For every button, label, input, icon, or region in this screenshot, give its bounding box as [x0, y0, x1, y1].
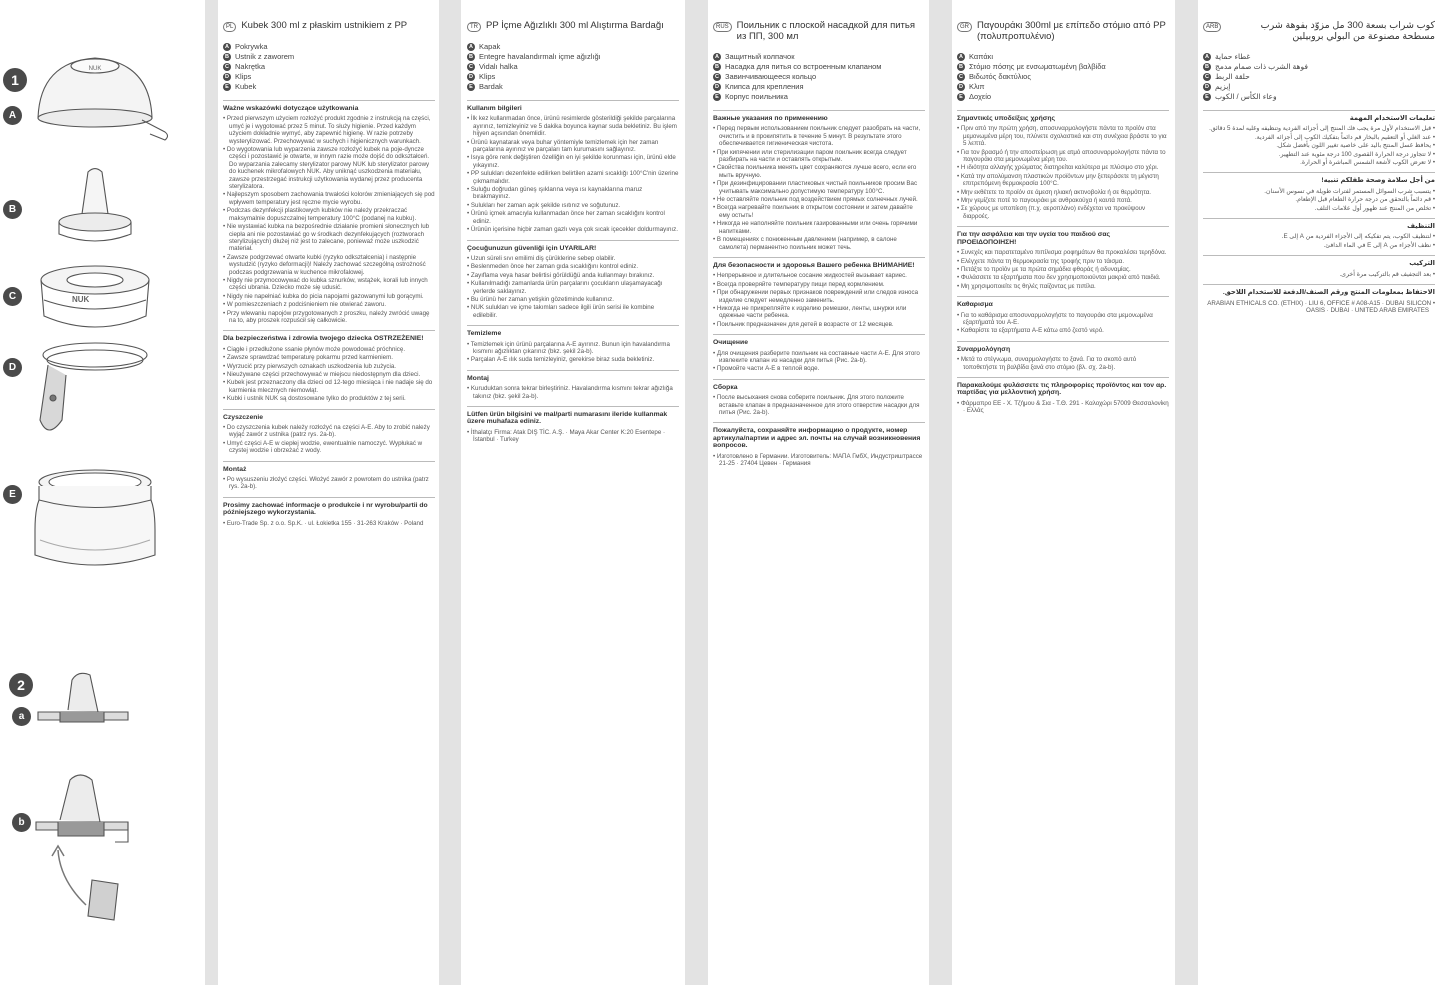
part-letter-badge: C	[467, 63, 475, 71]
column-greek	[957, 20, 1169, 970]
part-letter-badge: B	[713, 63, 721, 71]
section-bullet: • W pomieszczeniach z podciśnieniem nie otwierać zaworu.	[223, 301, 435, 308]
part-label: Kapak	[479, 42, 501, 51]
parts-list	[223, 42, 435, 92]
part-letter-badge: A	[713, 53, 721, 61]
part-item	[713, 62, 925, 72]
language-code: ARB	[1203, 22, 1221, 32]
section-divider	[223, 330, 435, 331]
section-bullet: • Do wygotowania lub wyparzenia zawsze rozłożyć kubek na poje-dyncze części i pozostawić je otwarte, w innym razie może dojść do odkształceń. Do wyparzania zalecamy sterylizator parowy NUK lub sterylizator parowy do kuchenek mikrofalowych NUK. Aby uniknąć uszkodzenia materiału, zawsze przestrzegać instrukcji użytkowania wydanej przez producenta sterylizatora.	[223, 146, 435, 190]
part-letter-badge: E	[957, 93, 965, 101]
part-letter-badge: A	[223, 43, 231, 51]
section-bullet: • Καθαρίστε τα εξαρτήματα A-E κάτω από ζεστό νερό.	[957, 327, 1169, 334]
part-letter-badge: B	[1203, 63, 1211, 71]
section-bullet: • При дезинфицировании пластиковых чистый поильников просим Вас учитывать максимально допустимую температуру 100°C.	[713, 180, 925, 195]
column-russian	[713, 20, 925, 970]
part-item	[223, 42, 435, 52]
part-item	[467, 52, 679, 62]
part-label: إبزيم	[1215, 82, 1231, 91]
section-bullet: • Никогда не прикрепляйте к изделию ремешки, ленты, шнурки или одежные части ребенка.	[713, 305, 925, 320]
parts-list	[713, 52, 925, 102]
divider-strip	[1175, 0, 1198, 985]
part-label: Vidalı halka	[479, 62, 518, 71]
section-bullet: • Uzun süreli sıvı emilimi diş çürüklerine sebep olabilir.	[467, 255, 679, 262]
part-label: Ustnik z zaworem	[235, 52, 295, 61]
section-bullet: • Zayıflama veya hasar belirtisi görüldüğü anda kullanmayı bırakınız.	[467, 272, 679, 279]
part-letter-badge: E	[223, 83, 231, 91]
part-item	[713, 72, 925, 82]
part-item	[1203, 72, 1435, 82]
section-bullet: • Do czyszczenia kubek należy rozłożyć na części A-E. Aby to zrobić należy wyjąć zawór z ustnika (patrz rys. 2a-b).	[223, 424, 435, 439]
section-bullet: • Isıya göre renk değiştiren özelliğin en iyi şekilde korunması için, ürünü elde yıkayınız.	[467, 154, 679, 169]
section-bullet: • قم دائماً بالتحقق من درجة حرارة الطعام قبل الإطعام.	[1203, 196, 1435, 203]
section-heading: Kullanım bilgileri	[467, 105, 522, 112]
section-divider	[467, 370, 679, 371]
section-bullet: • Μετά το στέγνωμα, συναρμολογήστε το ξανά. Για το σκοπό αυτό τοποθετήστε τη βαλβίδα ξανά στο στόμιο (βλ. σχ. 2a-b).	[957, 356, 1169, 371]
part-label: Корпус поильника	[725, 92, 788, 101]
section-bullet: • Промойте части A-E в теплой воде.	[713, 365, 925, 372]
part-label: Клипса для крепления	[725, 82, 804, 91]
section-divider	[957, 226, 1169, 227]
product-title: Kubek 300 ml z płaskim ustnikiem z PP	[241, 20, 408, 31]
section-bullet: • Σε χώρους με υποπίεση (π.χ. αεροπλάνο) ενδέχεται να προκύψουν διαρροές.	[957, 205, 1169, 220]
section-bullet: • Po wysuszeniu złożyć części. Włożyć zawór z powrotem do ustnika (patrz rys. 2a-b).	[223, 476, 435, 491]
section-bullet: • Nigdy nie przymocowywać do kubka sznurków, wstążek, korali lub innych części ubrania. Dziecko może się udusić.	[223, 277, 435, 292]
section-bullet: • Поильник предназначен для детей в возрасте от 12 месяцев.	[713, 321, 925, 328]
part-letter-badge: E	[1203, 93, 1211, 101]
part-letter-badge: C	[1203, 73, 1211, 81]
section-bullet: • لا تتجاوز درجة الحرارة القصوى 100 درجة مئوية عند التطهير.	[1203, 151, 1435, 158]
part-letter-badge: C	[713, 73, 721, 81]
section-bullet: • بعد التجفيف قم بالتركيب مرة أخرى.	[1203, 271, 1435, 278]
section-bullet: • Изготовлено в Германии. Изготовитель: МАПА ГмбХ, Индустриштрассе 21-25 · 27404 Цевен · Германия	[713, 453, 925, 468]
section-bullet: • Φυλάσσετε τα εξαρτήματα που δεν χρησιμοποιούνται μακριά από παιδιά.	[957, 274, 1169, 281]
part-item	[957, 62, 1169, 72]
section-heading: Çocuğunuzun güvenliği için UYARILAR!	[467, 244, 597, 252]
part-letter-badge: E	[467, 83, 475, 91]
section-heading: الاحتفاظ بمعلومات المنتج ورقم الصنف/الدفعة للاستخدام اللاحق.	[1222, 289, 1435, 297]
section-bullet: • Ürünü içmek amacıyla kullanmadan önce her zaman sıcaklığını kontrol ediniz.	[467, 210, 679, 225]
section-bullet: • Kuruduktan sonra tekrar birleştiriniz. Havalandırma kısmını tekrar ağızlığa takınız (bkz. şekil 2a-b).	[467, 385, 679, 400]
label-c-badge: C	[3, 287, 22, 306]
section-bullet: • Podczas dezynfekcji plastikowych kubków nie należy przekraczać maksymalnie dopuszczalnej temperatury 100°C (podanej na kubku).	[223, 207, 435, 222]
label-b-small-badge: b	[12, 813, 31, 832]
section-bullet: • Η ιδιότητα αλλαγής χρώματος διατηρείται καλύτερα με πλύσιμο στο χέρι.	[957, 164, 1169, 171]
label-a-badge: A	[3, 106, 22, 125]
column-header	[713, 20, 925, 42]
label-e-badge: E	[3, 485, 22, 504]
section-divider	[467, 325, 679, 326]
section-bullet: • PP sulukları dezenfekte edilirken belirtilen azami sıcaklığı 100°C'nin üzerine çıkmamalıdır.	[467, 170, 679, 185]
section-heading: Для безопасности и здоровья Вашего ребенка ВНИМАНИЕ!	[713, 261, 915, 269]
part-label: Nakrętka	[235, 62, 266, 71]
section-bullet: • Перед первым использованием поильник следует разобрать на части, очистить и в прокипятить в течение 5 минут. В результате этого обеспечивается гигиеническая чистота.	[713, 125, 925, 147]
part-label: غطاء حماية	[1215, 52, 1251, 61]
divider-strip	[439, 0, 461, 985]
label-a-small-badge: a	[12, 707, 31, 726]
part-letter-badge: E	[713, 93, 721, 101]
section-bullet: • Kullanılmadığı zamanlarda ürün parçalarını çocukların ulaşamayacağı yerlerde saklayınız.	[467, 280, 679, 295]
part-label: Защитный колпачок	[725, 52, 795, 61]
section-heading: من أجل سلامة وصحة طفلكم تنبيه!	[1321, 177, 1435, 185]
part-letter-badge: C	[957, 73, 965, 81]
section-divider	[467, 240, 679, 241]
section-bullet: • Przed pierwszym użyciem rozłożyć produkt zgodnie z instrukcją na części, umyć je i wygotować przez 5 minut. To służy higienie. Przed każdym użyciem dokładnie wymyć, aby zapewnić higienę. W razie potrzeby wysterylizować. Przechowywać w suchych i higienicznych warunkach.	[223, 115, 435, 145]
divider-strip	[929, 0, 952, 985]
part-item	[713, 82, 925, 92]
section-bullet: • Zawsze sprawdzać temperaturę pokarmu przed karmieniem.	[223, 354, 435, 361]
section-bullet: • Nie wystawiać kubka na bezpośrednie działanie promieni słonecznych lub ciepła ani nie pozostawiać go w środkach dezynfekujących (roztworach sterylizujących) dłużej niż jest to zalecane, ponieważ może uszkodzić materiał.	[223, 223, 435, 253]
section-bullet: • Ελέγχετε πάντα τη θερμοκρασία της τροφής πριν το τάισμα.	[957, 258, 1169, 265]
part-letter-badge: B	[223, 53, 231, 61]
section-bullet: • يحافظ غسل المنتج باليد على خاصية تغيير اللون بأفضل شكل.	[1203, 142, 1435, 149]
section-heading: التنظيف	[1407, 223, 1435, 231]
section-divider	[957, 377, 1169, 378]
section-heading: Важные указания по применению	[713, 115, 828, 122]
divider-strip	[685, 0, 708, 985]
section-divider	[957, 341, 1169, 342]
section-heading: Temizleme	[467, 330, 502, 338]
section-heading: التركيب	[1409, 260, 1435, 268]
section-divider	[1203, 172, 1435, 173]
part-item	[713, 92, 925, 102]
section-bullet: • Suluğu doğrudan güneş ışıklarına veya ısı kaynaklarına maruz bırakmayınız.	[467, 186, 679, 201]
label-b-badge: B	[3, 200, 22, 219]
section-bullet: • Πριν από την πρώτη χρήση, αποσυναρμολογήστε πάντα το προϊόν στα μεμονωμένα μέρη του, πλύνετε σχολαστικά και στη συνέχεια βράστε το για 5 λεπτά.	[957, 125, 1169, 147]
section-divider	[1203, 110, 1435, 111]
section-bullet: • Свойства поильника менять цвет сохраняются лучше всего, если его мыть вручную.	[713, 164, 925, 179]
screwring-brand-text: NUK	[72, 295, 90, 304]
part-label: Entegre havalandırmalı içme ağızlığı	[479, 52, 601, 61]
section-bullet: • Beslenmeden önce her zaman gıda sıcaklığını kontrol ediniz.	[467, 263, 679, 270]
part-letter-badge: B	[957, 63, 965, 71]
part-label: Στόμιο πόσης με ενσωματωμένη βαλβίδα	[969, 62, 1106, 71]
section-bullet: • لتنظيف الكوب، يتم تفكيكه إلى الأجزاء الفردية من A إلى E.	[1203, 233, 1435, 240]
section-bullet: • Parçaları A-E ılık suda temizleyiniz, gerekirse biraz suda bekletiniz.	[467, 356, 679, 363]
parts-list	[957, 52, 1169, 102]
language-code: PL	[223, 22, 236, 32]
section-divider	[713, 257, 925, 258]
section-bullet: • При кипячении или стерилизации паром поильник всегда следует разбирать на части и оставлять открытым.	[713, 149, 925, 164]
section-bullet: • Για το καθάρισμα αποσυναρμολογήστε το παγουράκι στα μεμονωμένα εξαρτήματά του A-E.	[957, 312, 1169, 327]
column-turkish	[467, 20, 679, 970]
section-divider	[467, 406, 679, 407]
section-bullet: • Najlepszym sposobem zachowania trwałości kolorów zmieniających się pod wpływem temperatury jest ręczne mycie wyrobu.	[223, 191, 435, 206]
product-title: كوب شراب بسعة 300 مل مزوّد بفوهة شرب مسطحة مصنوعة من البولي بروبيلين	[1260, 20, 1435, 42]
part-label: Klips	[235, 72, 252, 81]
part-letter-badge: A	[957, 53, 965, 61]
product-title: PP İçme Ağızlıklı 300 ml Alıştırma Bardağı	[486, 20, 664, 31]
language-code: TR	[467, 22, 481, 32]
section-heading: Montaż	[223, 465, 247, 473]
section-bullet: • Bu ürünü her zaman yetişkin gözetiminde kullanınız.	[467, 296, 679, 303]
section-heading: Очищение	[713, 339, 748, 347]
part-label: وعاء الكأس / الكوب	[1215, 92, 1277, 101]
parts-list	[467, 42, 679, 92]
part-item	[1203, 92, 1435, 102]
section-bullet: • Всегда нагревайте поильник в открытом состоянии и затем давайте ему остыть!	[713, 204, 925, 219]
section-bullet: • قبل الاستخدام لأول مرة يجب فك المنتج إلى أجزائه الفردية وتنظيفه وغليه لمدة 5 دقائق.	[1203, 125, 1435, 132]
section-bullet: • Ciągłe i przedłużone ssanie płynów może powodować próchnicę.	[223, 346, 435, 353]
part-label: حلقة الربط	[1215, 72, 1250, 81]
section-bullet: • Umyć części A-E w ciepłej wodzie, ewentualnie namoczyć. Wypłukać w czystej wodzie i obrzeżać z wody.	[223, 440, 435, 455]
part-label: Pokrywka	[235, 42, 268, 51]
part-label: Завинчивающееся кольцо	[725, 72, 817, 81]
product-title: Παγουράκι 300ml με επίπεδο στόμιο από PP (πολυπροπυλένιο)	[977, 20, 1166, 42]
section-bullet: • Μην εκθέτετε το προϊόν σε άμεση ηλιακή ακτινοβολία ή σε θερμότητα.	[957, 189, 1169, 196]
part-item	[223, 82, 435, 92]
part-letter-badge: D	[957, 83, 965, 91]
section-heading: Сборка	[713, 383, 738, 391]
section-heading: تعليمات الاستخدام المهمة	[1349, 115, 1435, 122]
divider-strip	[205, 0, 218, 985]
section-heading: Για την ασφάλεια και την υγεία του παιδιού σας ΠΡΟΕΙΔΟΠΟΙΗΣΗ!	[957, 231, 1111, 246]
part-item	[1203, 82, 1435, 92]
part-item	[957, 82, 1169, 92]
section-heading: Παρακαλούμε φυλάσσετε τις πληροφορίες προϊόντος και τον αρ. παρτίδας για μελλοντική χρήση.	[957, 381, 1167, 397]
part-item	[957, 52, 1169, 62]
part-label: Bardak	[479, 82, 503, 91]
section-bullet: • Πετάξτε το προϊόν με τα πρώτα σημάδια φθοράς ή αδυναμίας.	[957, 266, 1169, 273]
section-divider	[713, 110, 925, 111]
section-bullet: • Zawsze podgrzewać otwarte kubki (ryzyko odkształcenia) i następnie wystudzić (ryzyko deformacji)! Należy zachować szczególną ostrożność podczas podgrzewania w kuchence mikrofalowej.	[223, 254, 435, 276]
part-label: Δοχείο	[969, 92, 992, 101]
section-bullet: • Nieużywane części przechowywać w miejscu niedostępnym dla dzieci.	[223, 371, 435, 378]
section-divider	[1203, 255, 1435, 256]
part-label: Насадка для питья со встроенным клапаном	[725, 62, 882, 71]
section-divider	[223, 409, 435, 410]
section-bullet: • İthalatçı Firma: Atak DIŞ TİC. A.Ş. · Maya Akar Center K:20 Esentepe · İstanbul · Turkey	[467, 429, 679, 444]
product-title: Поильник с плоской насадкой для питья из ПП, 300 мл	[736, 20, 916, 42]
part-label: Κλιπ	[969, 82, 985, 91]
section-bullet: • تخلص من المنتج عند ظهور أول علامات التلف.	[1203, 205, 1435, 212]
section-bullet: • Ürünün içerisine hiçbir zaman gazlı veya çok sıcak içecekler doldurmayınız.	[467, 226, 679, 233]
section-bullet: • ARABIAN ETHICALS CO. (ETHIX) · LIU 6, OFFICE # A08-A15 · DUBAI SILICON OASIS · DUBAI · UNITED ARAB EMIRATES	[1203, 300, 1435, 315]
part-item	[1203, 52, 1435, 62]
section-heading: Dla bezpieczeństwa i zdrowia twojego dziecka OSTRZEŻENIE!	[223, 335, 424, 343]
section-bullet: • Euro-Trade Sp. z o.o. Sp.K. · ul. Łokietka 155 · 31-263 Kraków · Poland	[223, 520, 435, 527]
section-bullet: • Przy wlewaniu napojów przygotowanych z proszku, należy zwrócić uwagę na to, aby proszek rozpuścił się całkowicie.	[223, 310, 435, 325]
column-header	[223, 20, 435, 32]
section-heading: Montaj	[467, 374, 489, 382]
label-d-badge: D	[3, 358, 22, 377]
part-item	[467, 42, 679, 52]
part-item	[223, 52, 435, 62]
part-letter-badge: A	[1203, 53, 1211, 61]
part-item	[713, 52, 925, 62]
step-2-badge: 2	[9, 673, 33, 697]
part-item	[223, 62, 435, 72]
section-bullet: • Ürünü kaynatarak veya buhar yöntemiyle temizlemek için her zaman parçalarına ayırınız ve parçaları tam kurumasını sağlayınız.	[467, 139, 679, 154]
section-divider	[957, 110, 1169, 111]
part-label: Βιδωτός δακτύλιος	[969, 72, 1031, 81]
part-item	[467, 82, 679, 92]
section-bullet: • Непрерывное и длительное сосание жидкостей вызывает кариес.	[713, 272, 925, 279]
section-bullet: • Не оставляйте поильник под воздействием прямых солнечных лучей.	[713, 196, 925, 203]
section-divider	[957, 296, 1169, 297]
section-heading: Σημαντικές υποδείξεις χρήσης	[957, 115, 1056, 122]
section-bullet: • После высыхания снова соберите поильник. Для этого положите вставьте клапан в предназначенное для этого отверстие насадки для питья (Рис. 2a-b).	[713, 394, 925, 416]
section-divider	[223, 461, 435, 462]
parts-list	[1203, 52, 1435, 102]
column-header	[957, 20, 1169, 42]
section-bullet: • Wyrzucić przy pierwszych oznakach uszkodzenia lub zużycia.	[223, 363, 435, 370]
column-arabic	[1203, 20, 1435, 970]
section-bullet: • لا تعرض الكوب لأشعة الشمس المباشرة أو الحرارة.	[1203, 159, 1435, 166]
section-heading: Prosimy zachować informacje o produkcie i nr wyrobu/partii do późniejszego wykorzystania.	[223, 501, 428, 517]
section-bullet: • İlk kez kullanmadan önce, ürünü resimlerde gösterildiği şekilde parçalarına ayırınız, temizleyiniz ve 5 dakika boyunca kaynar suda bekletiniz. Bu işlem hijyen açısından önemlidir.	[467, 115, 679, 137]
section-bullet: • Κατά την απολύμανση πλαστικών προϊόντων μην ξεπεράσετε τη μέγιστη επιτρεπόμενη θερμοκρασία 100°C.	[957, 173, 1169, 188]
section-bullet: • В помещениях с пониженным давлением (например, в салоне самолета) перманентно поильник может течь.	[713, 236, 925, 251]
part-item	[467, 72, 679, 82]
language-code: GR	[957, 22, 972, 32]
column-polish	[223, 20, 435, 970]
part-letter-badge: D	[223, 73, 231, 81]
illustration-panel	[0, 0, 205, 985]
section-bullet: • Kubek jest przeznaczony dla dzieci od 12-tego miesiąca i nie nadaje się do karmienia mlecznych niemowląt.	[223, 379, 435, 394]
part-item	[223, 72, 435, 82]
cap-brand-text: NUK	[88, 66, 102, 72]
section-bullet: • Μη χρησιμοποιείτε τις θηλές παίζοντας με πιπίλα.	[957, 283, 1169, 290]
section-heading: Пожалуйста, сохраняйте информацию о продукте, номер артикула/партии и адрес эл. почты на случай возникновения вопросов.	[713, 427, 921, 450]
section-heading: Συναρμολόγηση	[957, 345, 1011, 353]
part-item	[1203, 62, 1435, 72]
section-divider	[713, 334, 925, 335]
part-letter-badge: C	[223, 63, 231, 71]
part-item	[467, 62, 679, 72]
section-divider	[223, 497, 435, 498]
part-letter-badge: D	[713, 83, 721, 91]
part-letter-badge: B	[467, 53, 475, 61]
part-item	[957, 92, 1169, 102]
language-code: RUS	[713, 22, 732, 32]
section-heading: Lütfen ürün bilgisini ve mal/parti numarasını ileride kullanmak üzere muhafaza ediniz.	[467, 411, 668, 426]
section-bullet: • نظف الأجزاء من A إلى E في الماء الدافئ.	[1203, 242, 1435, 249]
part-letter-badge: A	[467, 43, 475, 51]
section-bullet: • Никогда не наполняйте поильник газированными или очень горячими напитками.	[713, 220, 925, 235]
part-label: Kubek	[235, 82, 257, 91]
column-header	[467, 20, 679, 32]
column-header	[1203, 20, 1435, 42]
section-bullet: • Sulukları her zaman açık şekilde ısıtınız ve soğutunuz.	[467, 202, 679, 209]
section-heading: Ważne wskazówki dotyczące użytkowania	[223, 105, 359, 112]
part-label: Καπάκι	[969, 52, 994, 61]
section-heading: Καθαρισμα	[957, 301, 993, 309]
section-bullet: • При обнаружении первых признаков повреждений или следов износа изделие следует немедленно заменить.	[713, 289, 925, 304]
part-letter-badge: D	[1203, 83, 1211, 91]
section-heading: Czyszczenie	[223, 413, 264, 421]
section-bullet: • يتسبب شرب السوائل المستمر لفترات طويلة في تسوس الأسنان.	[1203, 188, 1435, 195]
part-item	[957, 72, 1169, 82]
product-illustration	[0, 0, 205, 985]
section-bullet: • Φάρμαπρο ΕΕ - Χ. Τζήμου & Σια - Τ.Θ. 291 - Καλοχώρι 57009 Θεσσαλονίκη · Ελλάς	[957, 400, 1169, 415]
section-bullet: • Για τον βρασμό ή την αποστείρωση με ατμό αποσυναρμολογήστε πάντα το παγουράκι στα μεμονωμένα μέρη του.	[957, 149, 1169, 164]
section-divider	[467, 100, 679, 101]
section-bullet: • Temizlemek için ürünü parçalarına A-E ayırınız. Bunun için havalandırma kısmını ağızlıktan çıkarınız (bkz. şekil 2a-b).	[467, 341, 679, 356]
section-divider	[1203, 218, 1435, 219]
section-bullet: • Всегда проверяйте температуру пищи перед кормлением.	[713, 281, 925, 288]
part-label: Klips	[479, 72, 496, 81]
part-label: فوهة الشرب ذات صمام مدمج	[1215, 62, 1308, 71]
section-bullet: • Для очищения разберите поильник на составные части A-E. Для этого извлеките клапан из насадки для питья (Рис. 2a-b).	[713, 350, 925, 365]
section-divider	[713, 379, 925, 380]
section-bullet: • عند الغلي أو التعقيم بالبخار قم دائماً بتفكيك الكوب إلى أجزائه الفردية.	[1203, 134, 1435, 141]
section-divider	[713, 422, 925, 423]
section-bullet: • Μην γεμίζετε ποτέ το παγουράκι με ανθρακούχα ή καυτά ποτά.	[957, 197, 1169, 204]
part-letter-badge: D	[467, 73, 475, 81]
step-1-badge: 1	[3, 68, 27, 92]
section-divider	[223, 100, 435, 101]
section-bullet: • Kubki i ustnik NUK są dostosowane tylko do produktów z tej serii.	[223, 395, 435, 402]
section-divider	[1203, 284, 1435, 285]
section-bullet: • Nigdy nie napełniać kubka do picia napojami gazowanymi lub gorącymi.	[223, 293, 435, 300]
section-bullet: • Συνεχές και παρατεταμένο πιπίλισμα ροφημάτων θα προκαλέσει τερηδόνα.	[957, 249, 1169, 256]
section-bullet: • NUK sulukları ve içme takımları sadece ilgili ürün serisi ile kombine edilebilir.	[467, 304, 679, 319]
